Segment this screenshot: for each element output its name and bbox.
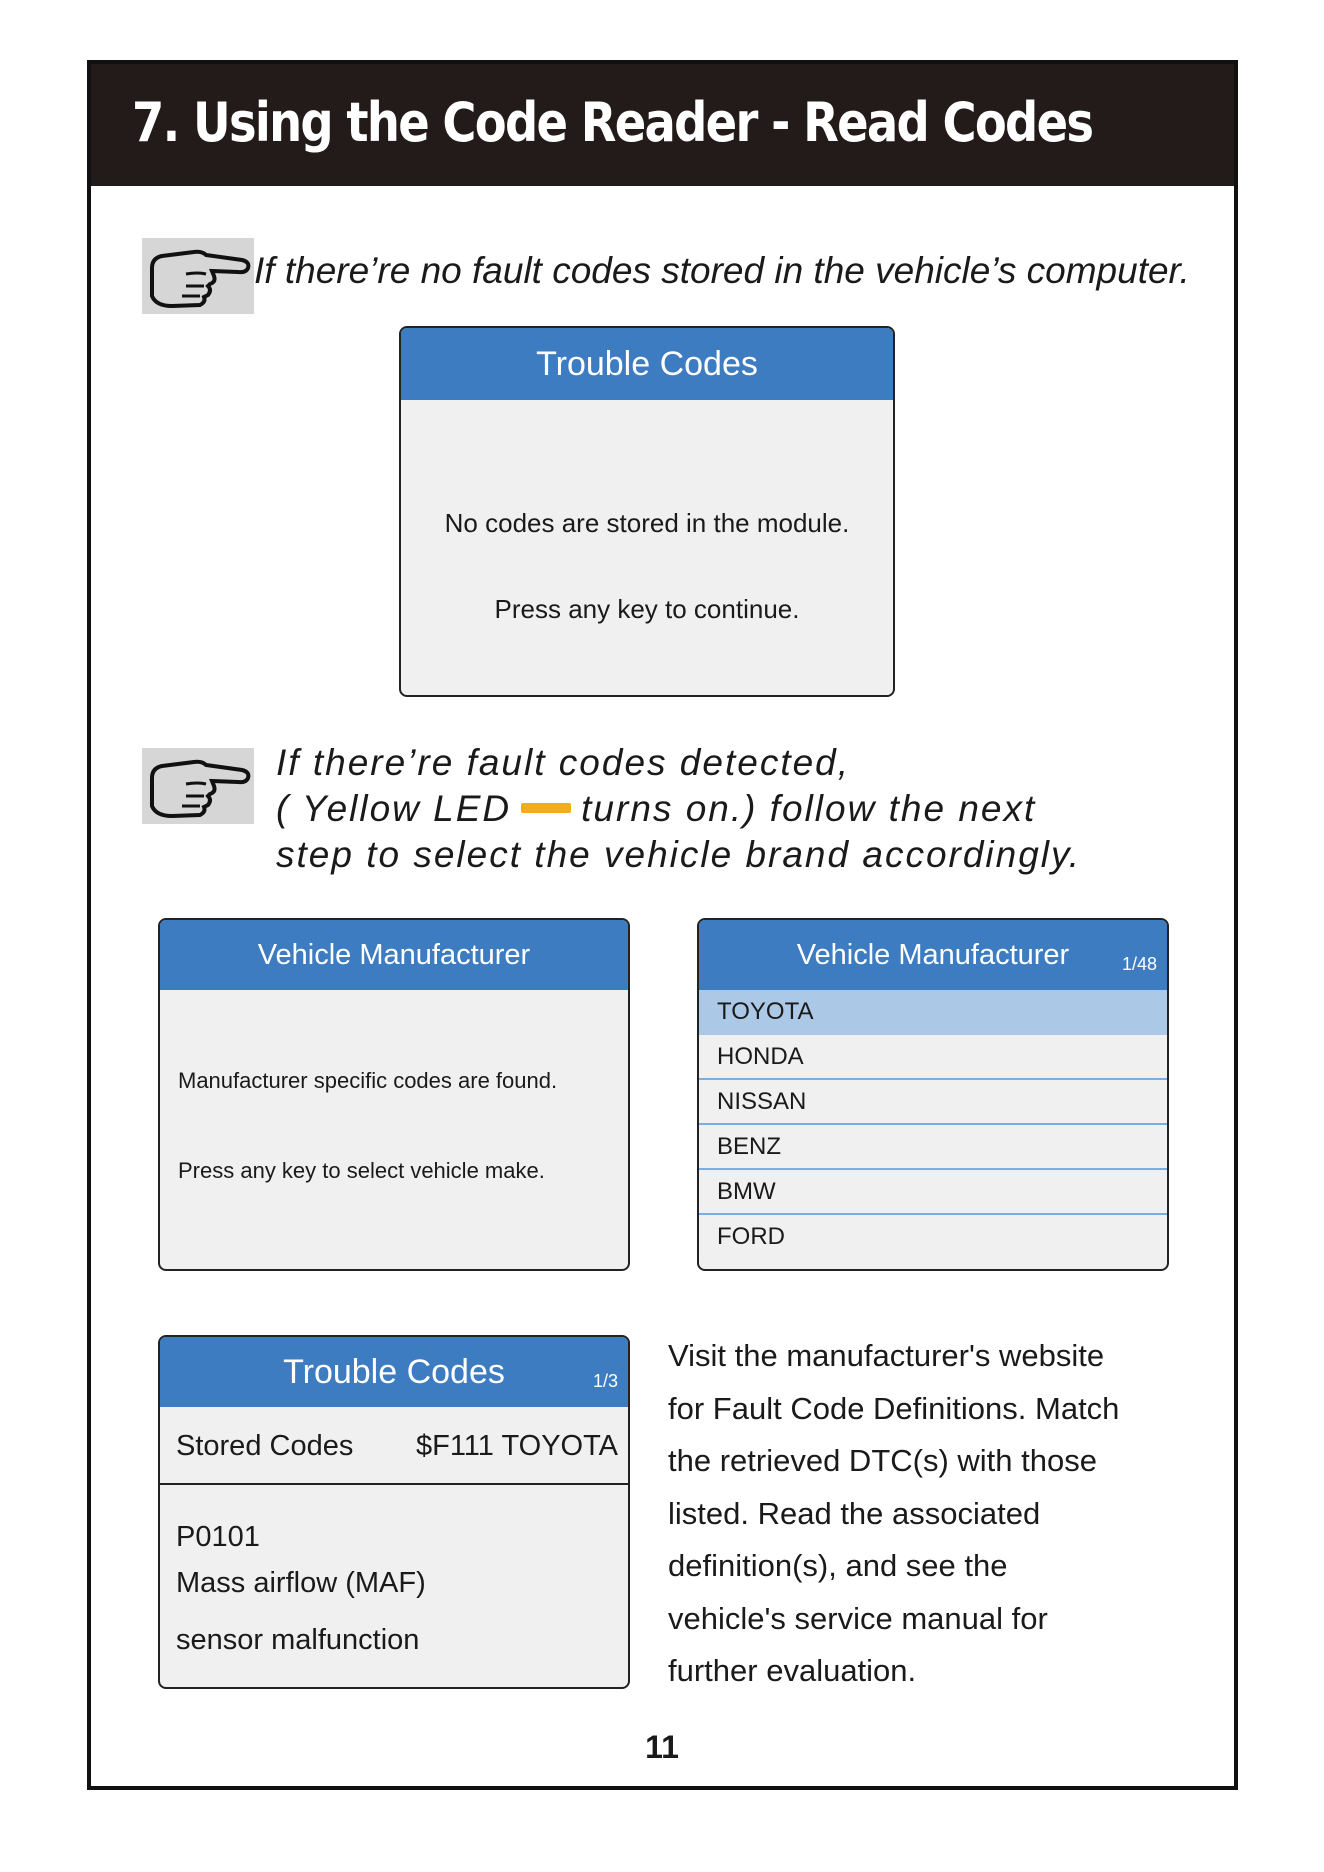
screen-title: Vehicle Manufacturer	[257, 939, 531, 971]
page-indicator: 1/3	[592, 1371, 618, 1391]
list-item[interactable]: TOYOTA	[699, 990, 1167, 1035]
screen-prompt: Press any key to continue.	[494, 594, 800, 624]
list-item[interactable]: HONDA	[699, 1035, 1167, 1080]
instruction-paragraph	[668, 1330, 1188, 1698]
list-item[interactable]: FORD	[717, 1223, 785, 1250]
note-line: If there’re fault codes detected,	[276, 742, 851, 783]
dtc-description: Mass airflow (MAF)	[176, 1567, 426, 1599]
note-text: turns on.) follow the next	[581, 788, 1037, 829]
stored-codes-label: Stored Codes	[176, 1430, 354, 1462]
paragraph-line: the retrieved DTC(s) with those	[668, 1443, 1097, 1478]
page-title: 7. Using the Code Reader - Read Codes	[132, 91, 1093, 154]
note-line: step to select the vehicle brand accordingly.	[276, 834, 1082, 875]
screen-manufacturer-list	[697, 918, 1169, 1271]
stored-codes-value: $F111 TOYOTA	[415, 1430, 618, 1462]
paragraph-line: for Fault Code Definitions. Match	[668, 1390, 1120, 1426]
paragraph-line: further evaluation.	[668, 1653, 917, 1688]
page-number: 11	[645, 1729, 679, 1765]
note-no-codes: If there’re no fault codes stored in the vehicle’s computer.	[254, 250, 1190, 291]
screen-trouble-codes	[158, 1335, 630, 1689]
screen-prompt: Press any key to select vehicle make.	[178, 1158, 545, 1183]
screen-message: Manufacturer specific codes are found.	[178, 1068, 558, 1093]
note-fault-codes	[276, 740, 1081, 878]
screen-title: Trouble Codes	[283, 1353, 505, 1391]
screen-header	[699, 920, 1167, 990]
paragraph-line: Visit the manufacturer's website	[668, 1338, 1105, 1373]
pointing-hand-icon	[142, 238, 254, 314]
paragraph-line: vehicle's service manual for	[668, 1600, 1048, 1636]
screen-message: No codes are stored in the module.	[444, 508, 850, 538]
screen-header	[160, 920, 628, 990]
paragraph-line: listed. Read the associated	[668, 1495, 1041, 1531]
dtc-code: P0101	[176, 1521, 260, 1553]
note-line	[276, 786, 1081, 832]
paragraph-line: definition(s), and see the	[668, 1548, 1008, 1583]
page-indicator: 1/48	[1121, 954, 1157, 974]
list-item[interactable]: BENZ	[699, 1125, 1167, 1170]
screen-header	[160, 1337, 628, 1407]
screen-header	[401, 328, 893, 400]
screen-no-codes	[399, 326, 895, 697]
list-item[interactable]: NISSAN	[699, 1080, 1167, 1125]
note-text: ( Yellow LED	[276, 788, 512, 829]
pointing-hand-icon	[142, 748, 254, 824]
stored-codes-row	[160, 1407, 628, 1485]
list-item[interactable]: BMW	[699, 1170, 1167, 1215]
yellow-led-icon	[521, 803, 571, 813]
screen-title: Trouble Codes	[536, 345, 758, 383]
screen-manufacturer-found	[158, 918, 630, 1271]
screen-title: Vehicle Manufacturer	[796, 939, 1070, 971]
dtc-description: sensor malfunction	[176, 1624, 420, 1656]
